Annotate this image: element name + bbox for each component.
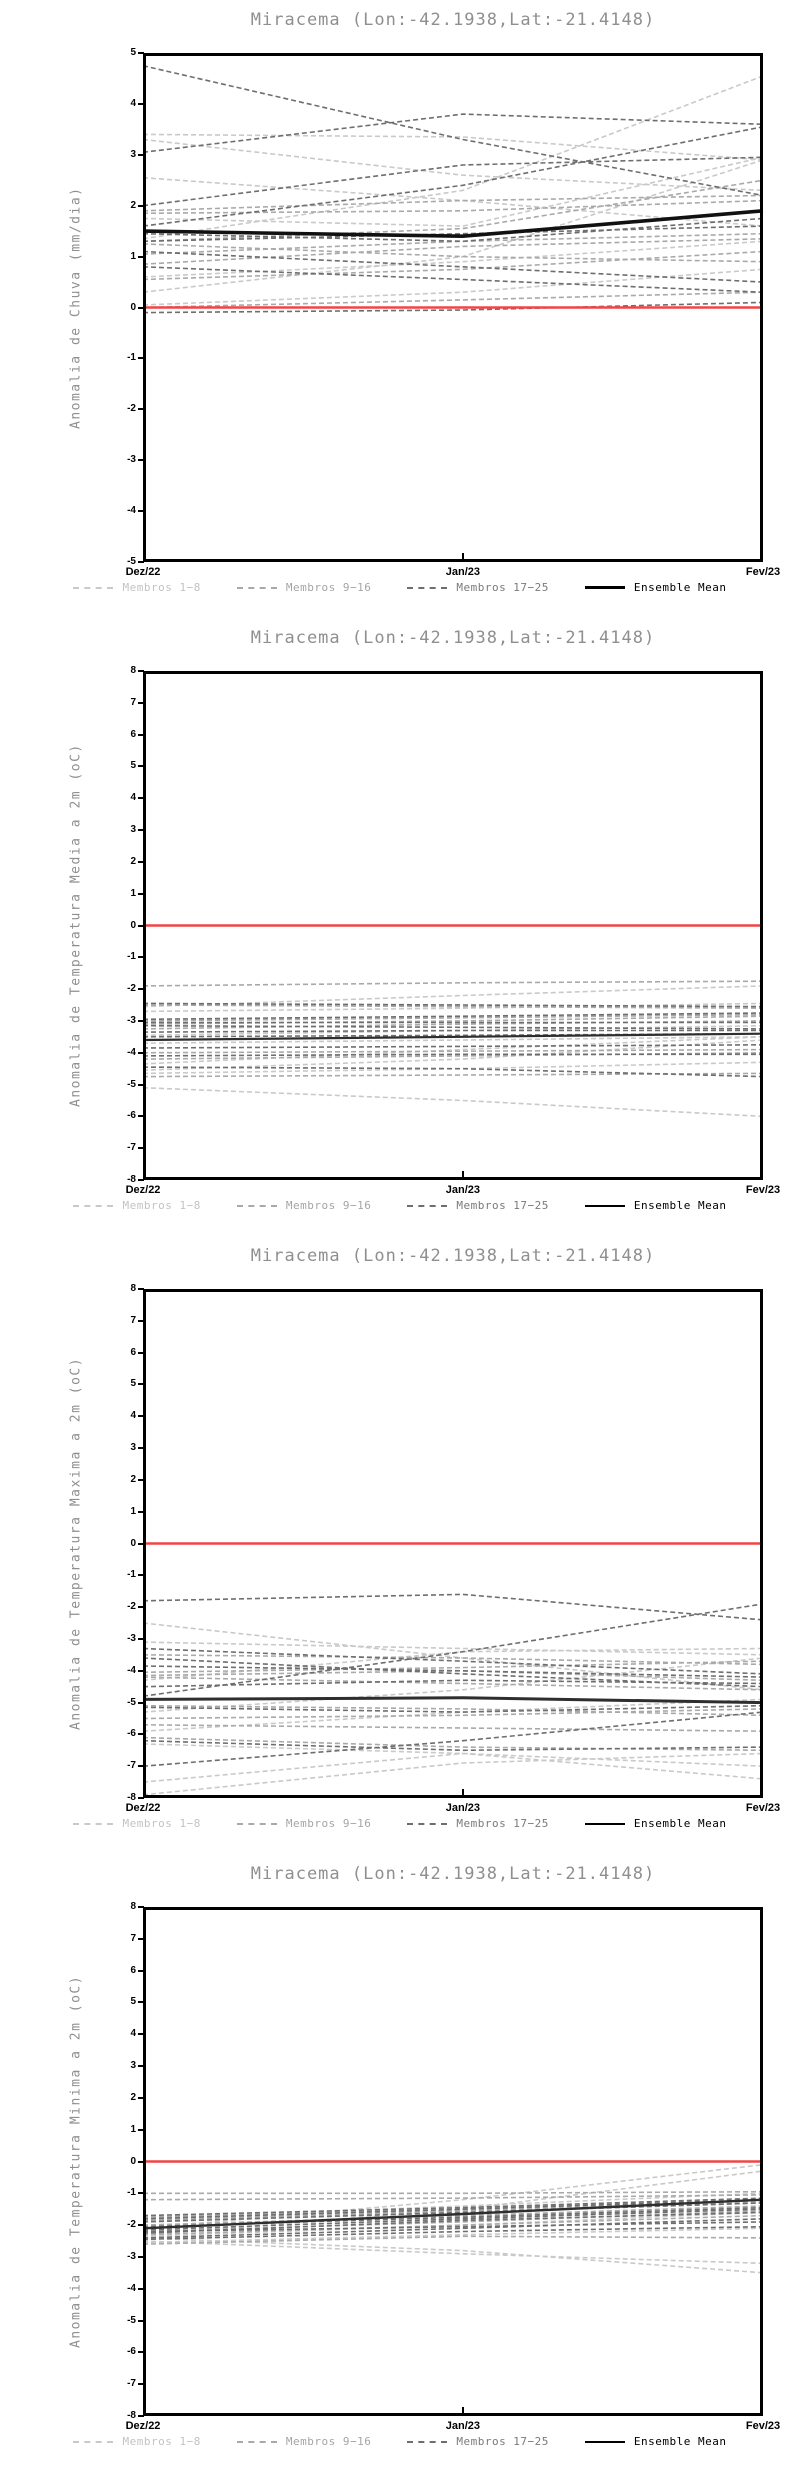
dashed-line-swatch: [407, 1823, 447, 1825]
chart-block-temp-minima: [0, 1854, 800, 2472]
legend-label: Membros 1−8: [122, 2435, 201, 2448]
y-tick-label: -5: [127, 2314, 136, 2326]
member-line: [143, 157, 763, 205]
y-tick-mark: [138, 205, 144, 207]
dashed-line-swatch: [237, 1823, 277, 1825]
y-tick-label: -6: [127, 2346, 136, 2358]
y-tick-mark: [138, 956, 144, 958]
legend-item-membros-17-25: [407, 2435, 549, 2448]
legend-label: Ensemble Mean: [633, 1817, 727, 1830]
x-tick-label: Dez/22: [125, 1802, 161, 1814]
y-tick-label: -2: [127, 403, 136, 415]
chart-title: Miracema (Lon:-42.1938,Lat:-21.4148): [250, 1246, 656, 1266]
member-line: [143, 1050, 763, 1053]
y-tick-mark: [138, 670, 144, 672]
y-tick-label: 8: [130, 1283, 136, 1294]
x-tick-mark: [462, 2407, 464, 2413]
member-line: [143, 1706, 763, 1716]
y-tick-label: 0: [130, 2155, 136, 2167]
y-tick-label: -1: [127, 951, 136, 963]
member-line: [143, 1699, 763, 1731]
y-tick-label: -7: [127, 2378, 136, 2390]
dashed-line-swatch: [73, 2441, 113, 2443]
member-line: [143, 1623, 763, 1690]
y-tick-label: -1: [127, 352, 136, 364]
member-line: [143, 1088, 763, 1117]
member-line: [143, 160, 763, 292]
y-tick-mark: [138, 1765, 144, 1767]
legend-label: Membros 9−16: [285, 2435, 372, 2448]
member-line: [143, 2238, 763, 2273]
member-line: [143, 1661, 763, 1672]
y-tick-mark: [138, 2161, 144, 2163]
y-tick-mark: [138, 1670, 144, 1672]
legend-item-membros-17-25: [407, 581, 549, 594]
member-line: [143, 2195, 763, 2200]
chart-block-temp-media: [0, 618, 800, 1236]
y-tick-mark: [138, 1479, 144, 1481]
x-tick-label: Fev/23: [745, 1184, 781, 1196]
legend-item-membros-9-16: [237, 1199, 371, 1212]
legend-item-membros-17-25: [407, 1199, 549, 1212]
y-tick-label: 6: [130, 1964, 136, 1976]
member-line: [143, 1067, 763, 1077]
member-line: [143, 1015, 763, 1021]
member-line: [143, 2192, 763, 2194]
y-tick-mark: [138, 2288, 144, 2290]
plot-area: [143, 53, 763, 562]
y-tick-mark: [138, 1574, 144, 1576]
y-tick-label: 1: [130, 1505, 136, 1517]
legend-item-membros-1-8: [73, 1817, 200, 1830]
legend-label: Membros 9−16: [285, 581, 372, 594]
y-tick-mark: [138, 307, 144, 309]
x-tick-label: Fev/23: [745, 2420, 781, 2432]
y-tick-label: 4: [130, 792, 136, 804]
plot-canvas: [143, 671, 763, 1180]
y-tick-mark: [138, 1147, 144, 1149]
y-tick-label: 0: [130, 1537, 136, 1549]
member-line: [143, 140, 763, 191]
member-line: [143, 1677, 763, 1690]
member-line: [143, 2198, 763, 2216]
y-tick-label: 3: [130, 2060, 136, 2072]
dashed-line-swatch: [407, 1205, 447, 1207]
dashed-line-swatch: [407, 587, 447, 589]
legend-label: Ensemble Mean: [633, 581, 727, 594]
member-line: [143, 2165, 763, 2229]
member-line: [143, 201, 763, 214]
y-tick-label: -6: [127, 1110, 136, 1122]
member-line: [143, 1003, 763, 1011]
member-line: [143, 1026, 763, 1029]
y-tick-mark: [138, 1638, 144, 1640]
y-tick-mark: [138, 1543, 144, 1545]
legend-label: Membros 17−25: [456, 1199, 549, 1212]
y-tick-mark: [138, 2192, 144, 2194]
member-line: [143, 239, 763, 264]
y-tick-mark: [138, 1797, 144, 1799]
x-tick-mark: [462, 553, 464, 559]
y-tick-label: 4: [130, 1410, 136, 1422]
member-line: [143, 1712, 763, 1766]
member-line: [143, 1671, 763, 1681]
x-tick-label: Jan/23: [445, 566, 481, 578]
member-line: [143, 134, 763, 160]
ensemble-mean-line: [143, 211, 763, 236]
y-tick-mark: [138, 1511, 144, 1513]
solid-line-swatch: [585, 586, 625, 589]
y-axis-label: Anomalia de Temperatura Media a 2m (oC): [68, 743, 84, 1108]
y-tick-label: 2: [130, 199, 136, 211]
member-line: [143, 1658, 763, 1687]
y-tick-mark: [138, 2033, 144, 2035]
legend-item-membros-1-8: [73, 1199, 200, 1212]
y-tick-label: 5: [130, 760, 136, 772]
member-line: [143, 1754, 763, 1783]
y-tick-mark: [138, 2065, 144, 2067]
y-tick-mark: [138, 2256, 144, 2258]
member-line: [143, 292, 763, 307]
member-line: [143, 1031, 763, 1033]
y-tick-mark: [138, 1084, 144, 1086]
legend-label: Membros 9−16: [285, 1817, 372, 1830]
legend-label: Membros 1−8: [122, 1199, 201, 1212]
y-tick-mark: [138, 734, 144, 736]
dashed-line-swatch: [73, 1823, 113, 1825]
member-line: [143, 1706, 763, 1712]
dashed-line-swatch: [237, 587, 277, 589]
y-tick-mark: [138, 154, 144, 156]
legend: [0, 1817, 800, 1830]
dashed-line-swatch: [237, 1205, 277, 1207]
y-tick-label: -6: [127, 1728, 136, 1740]
y-tick-mark: [138, 1179, 144, 1181]
member-line: [143, 1725, 763, 1731]
y-tick-mark: [138, 988, 144, 990]
dashed-line-swatch: [237, 2441, 277, 2443]
y-tick-mark: [138, 1906, 144, 1908]
solid-line-swatch: [585, 1205, 625, 1207]
member-line: [143, 981, 763, 986]
legend-item-ensemble-mean: [585, 1199, 727, 1212]
chart-title: Miracema (Lon:-42.1938,Lat:-21.4148): [250, 628, 656, 648]
y-tick-label: 7: [130, 1314, 136, 1326]
member-line: [143, 2203, 763, 2222]
ensemble-mean-line: [143, 2200, 763, 2229]
member-line: [143, 2236, 763, 2244]
y-tick-label: 8: [130, 665, 136, 676]
legend-label: Membros 17−25: [456, 1817, 549, 1830]
x-tick-mark: [462, 1789, 464, 1795]
y-tick-mark: [138, 861, 144, 863]
y-tick-label: -1: [127, 2187, 136, 2199]
x-tick-label: Fev/23: [745, 566, 781, 578]
y-tick-label: 7: [130, 1932, 136, 1944]
member-line: [143, 196, 763, 211]
legend-item-ensemble-mean: [585, 581, 727, 594]
legend-item-membros-17-25: [407, 1817, 549, 1830]
member-line: [143, 1045, 763, 1048]
y-tick-mark: [138, 1702, 144, 1704]
y-tick-label: 5: [130, 1996, 136, 2008]
y-tick-mark: [138, 510, 144, 512]
plot-canvas: [143, 1289, 763, 1798]
x-tick-label: Dez/22: [125, 2420, 161, 2432]
y-tick-label: 8: [130, 1901, 136, 1912]
legend-item-membros-9-16: [237, 1817, 371, 1830]
y-tick-mark: [138, 1288, 144, 1290]
y-tick-label: 3: [130, 1442, 136, 1454]
y-tick-label: 4: [130, 2028, 136, 2040]
member-line: [143, 269, 763, 305]
y-tick-label: 1: [130, 2123, 136, 2135]
y-tick-mark: [138, 2351, 144, 2353]
y-axis-label: Anomalia de Chuva (mm/dia): [68, 186, 84, 429]
y-tick-label: 2: [130, 855, 136, 867]
y-tick-mark: [138, 561, 144, 563]
y-tick-label: -5: [127, 1078, 136, 1090]
plot-canvas: [143, 53, 763, 562]
y-tick-label: -1: [127, 1569, 136, 1581]
y-tick-label: -5: [127, 1696, 136, 1708]
y-tick-label: 3: [130, 824, 136, 836]
y-tick-label: 2: [130, 2091, 136, 2103]
y-tick-label: 6: [130, 728, 136, 740]
y-tick-mark: [138, 2415, 144, 2417]
y-tick-label: -2: [127, 2219, 136, 2231]
y-tick-mark: [138, 2224, 144, 2226]
x-tick-label: Fev/23: [745, 1802, 781, 1814]
y-tick-mark: [138, 408, 144, 410]
member-line: [143, 1594, 763, 1620]
legend-label: Ensemble Mean: [633, 2435, 727, 2448]
y-tick-label: -7: [127, 1142, 136, 1154]
legend: [0, 581, 800, 594]
dashed-line-swatch: [407, 2441, 447, 2443]
member-line: [143, 114, 763, 152]
legend-label: Membros 17−25: [456, 581, 549, 594]
y-tick-label: -4: [127, 1046, 136, 1058]
chart-block-chuva: [0, 0, 800, 618]
member-line: [143, 2200, 763, 2219]
member-line: [143, 244, 763, 262]
y-tick-mark: [138, 103, 144, 105]
y-tick-mark: [138, 1352, 144, 1354]
member-line: [143, 2227, 763, 2240]
y-tick-label: -3: [127, 1014, 136, 1026]
x-tick-label: Jan/23: [445, 2420, 481, 2432]
x-tick-label: Dez/22: [125, 566, 161, 578]
legend-item-ensemble-mean: [585, 2435, 727, 2448]
y-tick-mark: [138, 893, 144, 895]
member-line: [143, 2241, 763, 2263]
solid-line-swatch: [585, 2441, 625, 2443]
y-tick-label: 5: [130, 47, 136, 58]
member-line: [143, 1744, 763, 1766]
legend-item-membros-1-8: [73, 2435, 200, 2448]
member-line: [143, 2203, 763, 2222]
y-tick-mark: [138, 1052, 144, 1054]
y-tick-mark: [138, 2097, 144, 2099]
y-tick-mark: [138, 797, 144, 799]
plot-area: [143, 1907, 763, 2416]
dashed-line-swatch: [73, 1205, 113, 1207]
y-tick-label: 7: [130, 696, 136, 708]
y-tick-mark: [138, 1115, 144, 1117]
y-tick-label: 4: [130, 97, 136, 109]
member-line: [143, 1658, 763, 1712]
y-tick-label: -7: [127, 1760, 136, 1772]
y-tick-mark: [138, 357, 144, 359]
y-tick-label: 0: [130, 919, 136, 931]
y-tick-mark: [138, 925, 144, 927]
y-tick-label: -8: [127, 2410, 136, 2421]
member-line: [143, 241, 763, 277]
legend-label: Membros 1−8: [122, 1817, 201, 1830]
member-line: [143, 1754, 763, 1795]
legend-item-ensemble-mean: [585, 1817, 727, 1830]
x-tick-label: Dez/22: [125, 1184, 161, 1196]
plot-area: [143, 671, 763, 1180]
member-line: [143, 1040, 763, 1070]
x-tick-mark: [462, 1171, 464, 1177]
member-line: [143, 1005, 763, 1008]
y-tick-mark: [138, 765, 144, 767]
y-tick-label: 0: [130, 301, 136, 313]
y-tick-mark: [138, 256, 144, 258]
member-line: [143, 2219, 763, 2238]
y-tick-mark: [138, 459, 144, 461]
y-tick-label: -2: [127, 1601, 136, 1613]
member-line: [143, 1655, 763, 1665]
y-tick-mark: [138, 1733, 144, 1735]
member-line: [143, 1037, 763, 1064]
member-line: [143, 127, 763, 226]
y-tick-label: 3: [130, 148, 136, 160]
y-tick-mark: [138, 52, 144, 54]
y-tick-mark: [138, 1447, 144, 1449]
chart-block-temp-maxima: [0, 1236, 800, 1854]
member-line: [143, 252, 763, 283]
legend-item-membros-9-16: [237, 2435, 371, 2448]
legend: [0, 2435, 800, 2448]
y-tick-label: -8: [127, 1792, 136, 1803]
y-tick-mark: [138, 829, 144, 831]
member-line: [143, 218, 763, 241]
y-tick-label: -3: [127, 2250, 136, 2262]
x-tick-label: Jan/23: [445, 1802, 481, 1814]
member-line: [143, 1741, 763, 1751]
y-tick-label: -4: [127, 1664, 136, 1676]
member-line: [143, 2228, 763, 2242]
y-tick-mark: [138, 702, 144, 704]
legend-label: Ensemble Mean: [633, 1199, 727, 1212]
y-tick-label: -4: [127, 2282, 136, 2294]
member-line: [143, 66, 763, 196]
y-tick-label: -2: [127, 983, 136, 995]
y-tick-mark: [138, 1938, 144, 1940]
member-line: [143, 1738, 763, 1751]
y-tick-mark: [138, 1415, 144, 1417]
y-axis-label: Anomalia de Temperatura Minima a 2m (oC): [68, 1974, 84, 2349]
chart-title: Miracema (Lon:-42.1938,Lat:-21.4148): [250, 10, 656, 30]
member-line: [143, 76, 763, 239]
member-line: [143, 1680, 763, 1686]
plot-canvas: [143, 1907, 763, 2416]
member-line: [143, 1709, 763, 1719]
y-tick-label: 1: [130, 250, 136, 262]
member-line: [143, 1062, 763, 1073]
y-tick-label: -3: [127, 454, 136, 466]
member-line: [143, 1013, 763, 1019]
member-line: [143, 1073, 763, 1076]
y-tick-label: -8: [127, 1174, 136, 1185]
legend-label: Membros 1−8: [122, 581, 201, 594]
y-tick-mark: [138, 1970, 144, 1972]
y-axis-label: Anomalia de Temperatura Maxima a 2m (oC): [68, 1356, 84, 1731]
member-line: [143, 1054, 763, 1056]
y-tick-mark: [138, 1606, 144, 1608]
chart-title: Miracema (Lon:-42.1938,Lat:-21.4148): [250, 1864, 656, 1884]
y-tick-label: 6: [130, 1346, 136, 1358]
y-tick-mark: [138, 1320, 144, 1322]
plot-area: [143, 1289, 763, 1798]
legend-label: Membros 9−16: [285, 1199, 372, 1212]
y-tick-label: -4: [127, 505, 136, 517]
y-tick-label: 5: [130, 1378, 136, 1390]
legend-item-membros-1-8: [73, 581, 200, 594]
y-tick-label: 2: [130, 1473, 136, 1485]
y-tick-mark: [138, 2383, 144, 2385]
member-line: [143, 2203, 763, 2221]
legend: [0, 1199, 800, 1212]
member-line: [143, 267, 763, 292]
legend-item-membros-9-16: [237, 581, 371, 594]
y-tick-mark: [138, 2001, 144, 2003]
ensemble-mean-line: [143, 1698, 763, 1703]
member-line: [143, 2209, 763, 2230]
y-tick-label: -3: [127, 1632, 136, 1644]
y-tick-label: 1: [130, 887, 136, 899]
y-tick-mark: [138, 2320, 144, 2322]
y-tick-mark: [138, 1383, 144, 1385]
dashed-line-swatch: [73, 587, 113, 589]
legend-label: Membros 17−25: [456, 2435, 549, 2448]
y-tick-label: -5: [127, 556, 136, 567]
y-tick-mark: [138, 2129, 144, 2131]
member-line: [143, 252, 763, 280]
solid-line-swatch: [585, 1823, 625, 1825]
x-tick-label: Jan/23: [445, 1184, 481, 1196]
y-tick-mark: [138, 1020, 144, 1022]
